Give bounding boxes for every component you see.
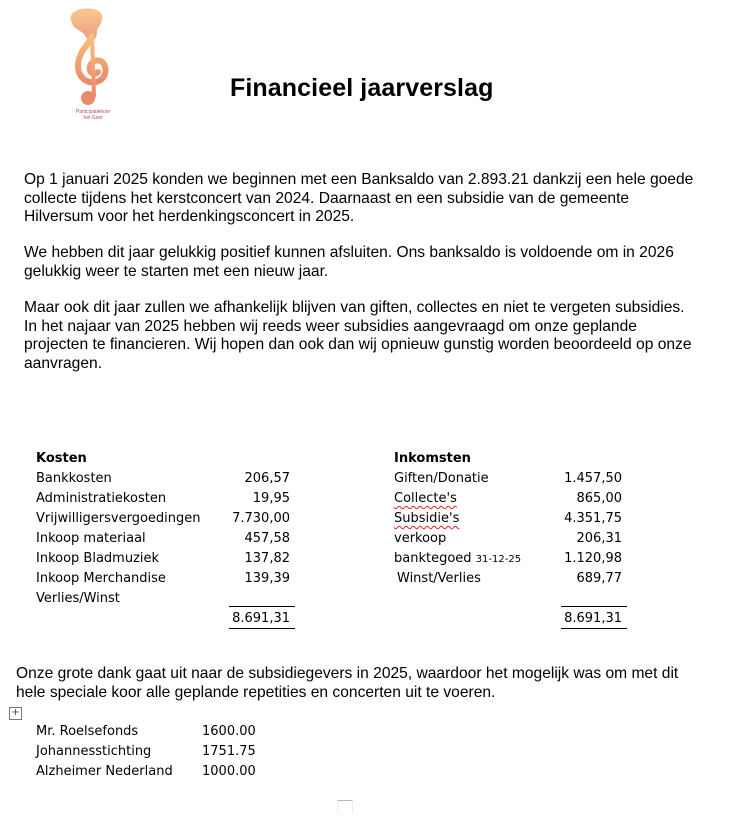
intro-paragraph: Op 1 januari 2025 konden we beginnen met een Banksaldo van 2.893.21 dankzij een hele goede collecte tijdens het kerstconcert van 2024. Daarnaast en een subsidie van de gemeente Hilversum voor het herdenkingsconcert in 2025. (24, 171, 694, 226)
kosten-total: 8.691,31 (232, 611, 290, 626)
table-row: Collecte's 865,00 (394, 489, 634, 509)
table-row: verkoop 206,31 (394, 531, 622, 546)
kosten-heading: Kosten (36, 451, 87, 466)
table-row: Inkoop Merchandise 139,39 (36, 571, 290, 586)
table-row: Inkoop Bladmuziek 137,82 (36, 551, 290, 566)
table-row: Inkoop materiaal 457,58 (36, 531, 290, 546)
outlook-paragraph: Maar ook dit jaar zullen we afhankelijk blijven van giften, collectes en niet te vergeten subsidies. In het najaar van 2025 hebben wij reeds weer subsidies aangevraagd om onze geplande projecten te financieren. Wij hopen dan ook dan wij opnieuw gunstig worden beoordeeld op onze aanvragen. (24, 299, 692, 372)
table-row: Subsidie's 4.351,75 (394, 509, 634, 529)
spellcheck-word: Collecte's (394, 491, 457, 506)
inkomsten-total-underline (561, 628, 627, 629)
table-row: Giften/Donatie 1.457,50 (394, 471, 622, 486)
table-row: Vrijwilligersvergoedingen 7.730,00 (36, 511, 290, 526)
table-move-handle-icon[interactable]: + (9, 707, 22, 720)
kosten-sum-line (229, 606, 295, 607)
table-row: Administratiekosten 19,95 (36, 491, 290, 506)
page-break-marker (337, 800, 353, 813)
inkomsten-heading: Inkomsten (394, 451, 471, 466)
inkomsten-total: 8.691,31 (564, 611, 622, 626)
table-row: banktegoed 31-12-25 1.120,98 (394, 551, 622, 566)
table-row: Bankkosten 206,57 (36, 471, 290, 486)
choir-logo (58, 6, 128, 126)
page-title: Financieel jaarverslag (230, 74, 494, 102)
table-row: Verlies/Winst (36, 591, 120, 606)
kosten-total-underline (229, 628, 295, 629)
inkomsten-table (394, 449, 634, 589)
inkomsten-sum-line (561, 606, 627, 607)
result-paragraph: We hebben dit jaar gelukkig positief kunnen afsluiten. Ons banksaldo is voldoende om in 2026 gelukkig weer te starten met een nieuw jaar. (24, 244, 674, 280)
thanks-paragraph: Onze grote dank gaat uit naar de subsidiegevers in 2025, waardoor het mogelijk was om met dit hele speciale koor alle geplande repetities en concerten uit te voeren. (16, 665, 679, 701)
kosten-table (36, 449, 296, 609)
treble-clef-with-head-icon (58, 6, 128, 111)
table-row: Winst/Verlies 689,77 (397, 571, 622, 586)
spellcheck-word: Subsidie's (394, 511, 460, 526)
logo-caption: Participatiekoor het Gooi (75, 109, 111, 121)
